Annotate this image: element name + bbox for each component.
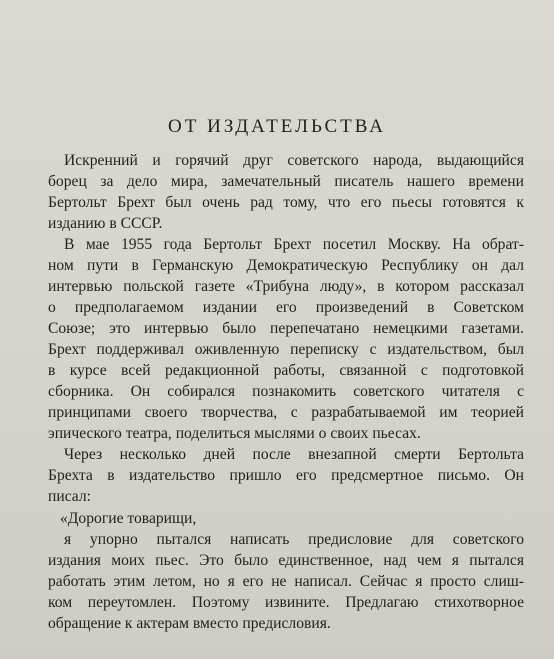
text-line: Бертольт Брехт был очень рад тому, что его пьесы готовятся к [48, 194, 524, 211]
text-line: В мае 1955 года Бертольт Брехт посетил Москву. На обрат- [64, 236, 524, 253]
text-line: в курсе всей редакционной работы, связанной с подготовкой [48, 362, 524, 379]
text-line: издания моих пьес. Это было единственное, над чем я пытался [48, 552, 524, 569]
text-line: Через несколько дней после внезапной смерти Бертольта [64, 446, 524, 463]
letter-salutation: «Дорогие товарищи, [60, 510, 197, 527]
text-line: обращение к актерам вместо предисловия. [48, 615, 331, 632]
text-line: я упорно пытался написать предисловие для советского [64, 531, 524, 548]
text-line: борец за дело мира, замечательный писатель нашего времени [48, 173, 524, 190]
page-heading: ОТ ИЗДАТЕЛЬСТВА [168, 116, 386, 137]
text-line: интервью польской газете «Трибуна люду», в котором рассказал [48, 278, 524, 295]
text-line: принципами своего творчества, с разрабатываемой им теорией [48, 404, 524, 421]
text-line: о предполагаемом издании его произведений в Советском [48, 299, 524, 316]
text-line: Искренний и горячий друг советского народа, выдающийся [64, 152, 524, 169]
text-line: Союзе; это интервью было перепечатано немецкими газетами. [48, 320, 524, 337]
text-line: Брехта в издательство пришло его предсмертное письмо. Он [48, 467, 524, 484]
text-line: Брехт поддерживал оживленную переписку с издательством, был [48, 341, 524, 358]
text-line: изданию в СССР. [48, 215, 163, 232]
text-line: ном пути в Германскую Демократическую Республику он дал [48, 257, 524, 274]
text-line: писал: [48, 488, 91, 505]
text-line: сборника. Он собирался познакомить советского читателя с [48, 383, 524, 400]
text-line: эпического театра, поделиться мыслями о своих пьесах. [48, 425, 421, 442]
text-line: ком переутомлен. Поэтому извините. Предлагаю стихотворное [48, 594, 524, 611]
text-line: работать этим летом, но я его не написал. Сейчас я просто слиш- [48, 573, 524, 590]
